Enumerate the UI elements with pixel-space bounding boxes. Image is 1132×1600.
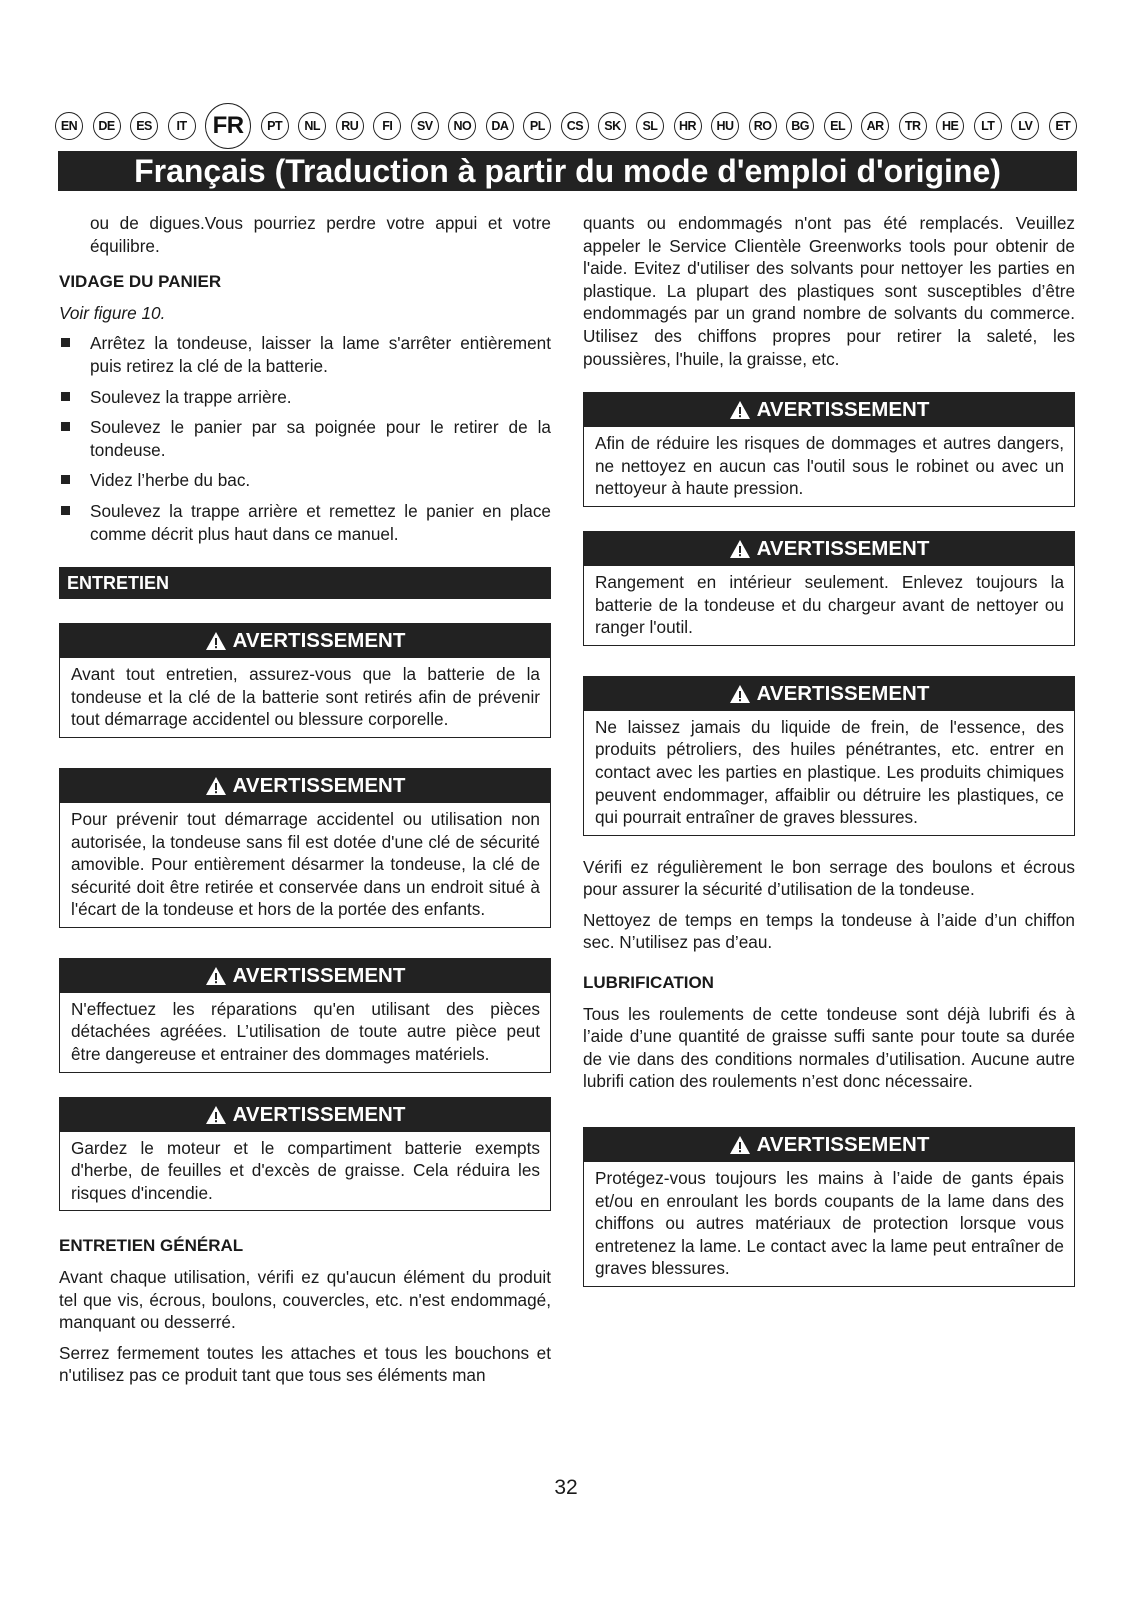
warning-triangle-icon (729, 1135, 751, 1155)
bullet-square-icon (61, 475, 70, 484)
paragraph: Serrez fermement toutes les attaches et tous les bouchons et n'utilisez pas ce produit tant que tous ses éléments man (59, 1342, 551, 1386)
language-badge-fr: FR (205, 103, 251, 149)
language-badge-ru: RU (336, 112, 364, 140)
warning-text: Pour prévenir tout démarrage accidentel ou utilisation non autorisée, la tondeuse sans fil est dotée d'une clé de sécurité amovible. Pour entièrement désarmer la tondeuse, la clé de sécurité doit être retirée et conservée dans un endroit situé à l'écart de la tondeuse et hors de la portée des enfants. (71, 808, 540, 920)
warning-triangle-icon (205, 776, 227, 796)
lubrification-heading: LUBRIFICATION (583, 973, 714, 993)
language-selector (55, 108, 1077, 144)
warning-box (59, 1097, 551, 1212)
warning-text: Avant tout entretien, assurez-vous que la batterie de la tondeuse et la clé de la batterie sont retirés afin de prévenir tout démarrage accidentel ou blessure corporelle. (71, 664, 540, 730)
language-badge-es: ES (130, 112, 158, 140)
warning-box (583, 676, 1075, 836)
paragraph: Nettoyez de temps en temps la tondeuse à l’aide d’un chiffon sec. N’utilisez pas d’eau. (583, 909, 1075, 953)
list-item: Videz l’herbe du bac. (59, 469, 551, 492)
warning-box (583, 531, 1075, 646)
vidage-steps (59, 332, 551, 545)
bullet-square-icon (61, 506, 70, 515)
warning-triangle-icon (729, 400, 751, 420)
language-badge-sk: SK (598, 112, 626, 140)
warning-header: AVERTISSEMENT (60, 624, 550, 658)
warning-header: AVERTISSEMENT (60, 1098, 550, 1132)
language-badge-pl: PL (523, 112, 551, 140)
warning-box (59, 958, 551, 1073)
language-badge-no: NO (448, 112, 476, 140)
language-badge-tr: TR (899, 112, 927, 140)
warning-text: N'effectuez les réparations qu'en utilisant des pièces détachées agréées. L’utilisation de toute autre pièce peut être dangereuse et entrainer des dommages matériels. (71, 998, 540, 1065)
entretien-section-heading: ENTRETIEN (59, 567, 551, 599)
language-badge-de: DE (93, 112, 121, 140)
language-badge-he: HE (936, 112, 964, 140)
list-item: Soulevez le panier par sa poignée pour le retirer de la tondeuse. (59, 416, 551, 461)
language-badge-it: IT (168, 112, 196, 140)
warning-triangle-icon (205, 631, 227, 651)
language-badge-sv: SV (411, 112, 439, 140)
warning-header: AVERTISSEMENT (584, 677, 1074, 711)
warning-triangle-icon (205, 1105, 227, 1125)
entretien-general-heading: ENTRETIEN GÉNÉRAL (59, 1236, 244, 1256)
warning-text: Ne laissez jamais du liquide de frein, de l'essence, des produits pétroliers, des huiles pénétrantes, etc. entrer en contact avec les parties en plastique. Les produits chimiques peuvent endommager, affaiblir ou détruire les plastiques, ce qui pourrait entraîner de graves blessures. (595, 716, 1064, 828)
language-badge-lt: LT (974, 112, 1002, 140)
warning-box (59, 768, 551, 928)
warning-text: Gardez le moteur et le compartiment batterie exempts d'herbe, de feuilles et d'excès de graisse. Cela réduira les risques d'incendie. (71, 1137, 540, 1203)
paragraph: Vérifi ez régulièrement le bon serrage des boulons et écrous pour assurer la sécurité d’utilisation de la tondeuse. (583, 856, 1075, 900)
warning-triangle-icon (205, 966, 227, 986)
warning-header: AVERTISSEMENT (60, 959, 550, 993)
page-number: 32 (554, 1476, 578, 1499)
language-badge-lv: LV (1011, 112, 1039, 140)
language-badge-en: EN (55, 112, 83, 140)
language-badge-bg: BG (786, 112, 814, 140)
warning-box (59, 623, 551, 738)
warning-triangle-icon (729, 539, 751, 559)
language-badge-da: DA (486, 112, 514, 140)
warning-box (583, 392, 1075, 507)
language-badge-ar: AR (861, 112, 889, 140)
language-badge-et: ET (1049, 112, 1077, 140)
bullet-square-icon (61, 392, 70, 401)
warning-text: Rangement en intérieur seulement. Enlevez toujours la batterie de la tondeuse et du chargeur avant de nettoyer ou ranger l'outil. (595, 571, 1064, 638)
vidage-heading: VIDAGE DU PANIER (59, 272, 222, 292)
warning-header: AVERTISSEMENT (584, 532, 1074, 566)
language-badge-hu: HU (711, 112, 739, 140)
language-badge-sl: SL (636, 112, 664, 140)
bullet-square-icon (61, 338, 70, 347)
intro-paragraph: quants ou endommagés n'ont pas été remplacés. Veuillez appeler le Service Clientèle Greenworks tools pour obtenir de l'aide. Evitez d'utiliser des solvants pour nettoyer les parties en plastique. La plupart des plastiques sont susceptibles d’être endommagés par un grand nombre de solvants du commerce. Utilisez des chiffons propres pour retirer la saleté, les poussières, l'huile, la graisse, etc. (583, 213, 1075, 369)
figure-reference: Voir figure 10. (59, 302, 166, 323)
warning-header: AVERTISSEMENT (584, 393, 1074, 427)
warning-header: AVERTISSEMENT (584, 1128, 1074, 1162)
warning-header: AVERTISSEMENT (60, 769, 550, 803)
warning-triangle-icon (729, 684, 751, 704)
paragraph: Tous les roulements de cette tondeuse sont déjà lubrifi és à l’aide d’une quantité de graisse suffi sante pour toute sa durée de vie dans des conditions normales d’utilisation. Aucune autre lubrifi cation des roulements n’est donc nécessaire. (583, 1003, 1075, 1092)
language-badge-cs: CS (561, 112, 589, 140)
list-item: Soulevez la trappe arrière. (59, 386, 551, 409)
warning-text: Afin de réduire les risques de dommages et autres dangers, ne nettoyez en aucun cas l'outil sous le robinet ou avec un nettoyeur à haute pression. (595, 433, 1064, 499)
left-column (59, 212, 551, 1395)
language-badge-fi: FI (373, 112, 401, 140)
list-item: Arrêtez la tondeuse, laisser la lame s'arrêter entièrement puis retirez la clé de la batterie. (59, 332, 551, 377)
language-badge-hr: HR (674, 112, 702, 140)
intro-paragraph: ou de digues.Vous pourriez perdre votre appui et votre équilibre. (90, 213, 551, 256)
right-column (583, 212, 1075, 1287)
list-item: Soulevez la trappe arrière et remettez le panier en place comme décrit plus haut dans ce manuel. (59, 500, 551, 545)
paragraph: Avant chaque utilisation, vérifi ez qu'aucun élément du produit tel que vis, écrous, boulons, couvercles, etc. n'est endommagé, manquant ou desserré. (59, 1267, 551, 1333)
language-badge-pt: PT (261, 112, 289, 140)
language-badge-nl: NL (298, 112, 326, 140)
warning-text: Protégez-vous toujours les mains à l’aide de gants épais et/ou en enroulant les bords coupants de la lame dans des chiffons ou autres matériaux de protection lorsque vous entretenez la lame. Le contact avec la lame peut entraîner de graves blessures. (595, 1168, 1064, 1279)
page-title: Français (Traduction à partir du mode d'emploi d'origine) (58, 151, 1077, 191)
language-badge-el: EL (824, 112, 852, 140)
bullet-square-icon (61, 422, 70, 431)
language-badge-ro: RO (749, 112, 777, 140)
warning-box (583, 1127, 1075, 1287)
